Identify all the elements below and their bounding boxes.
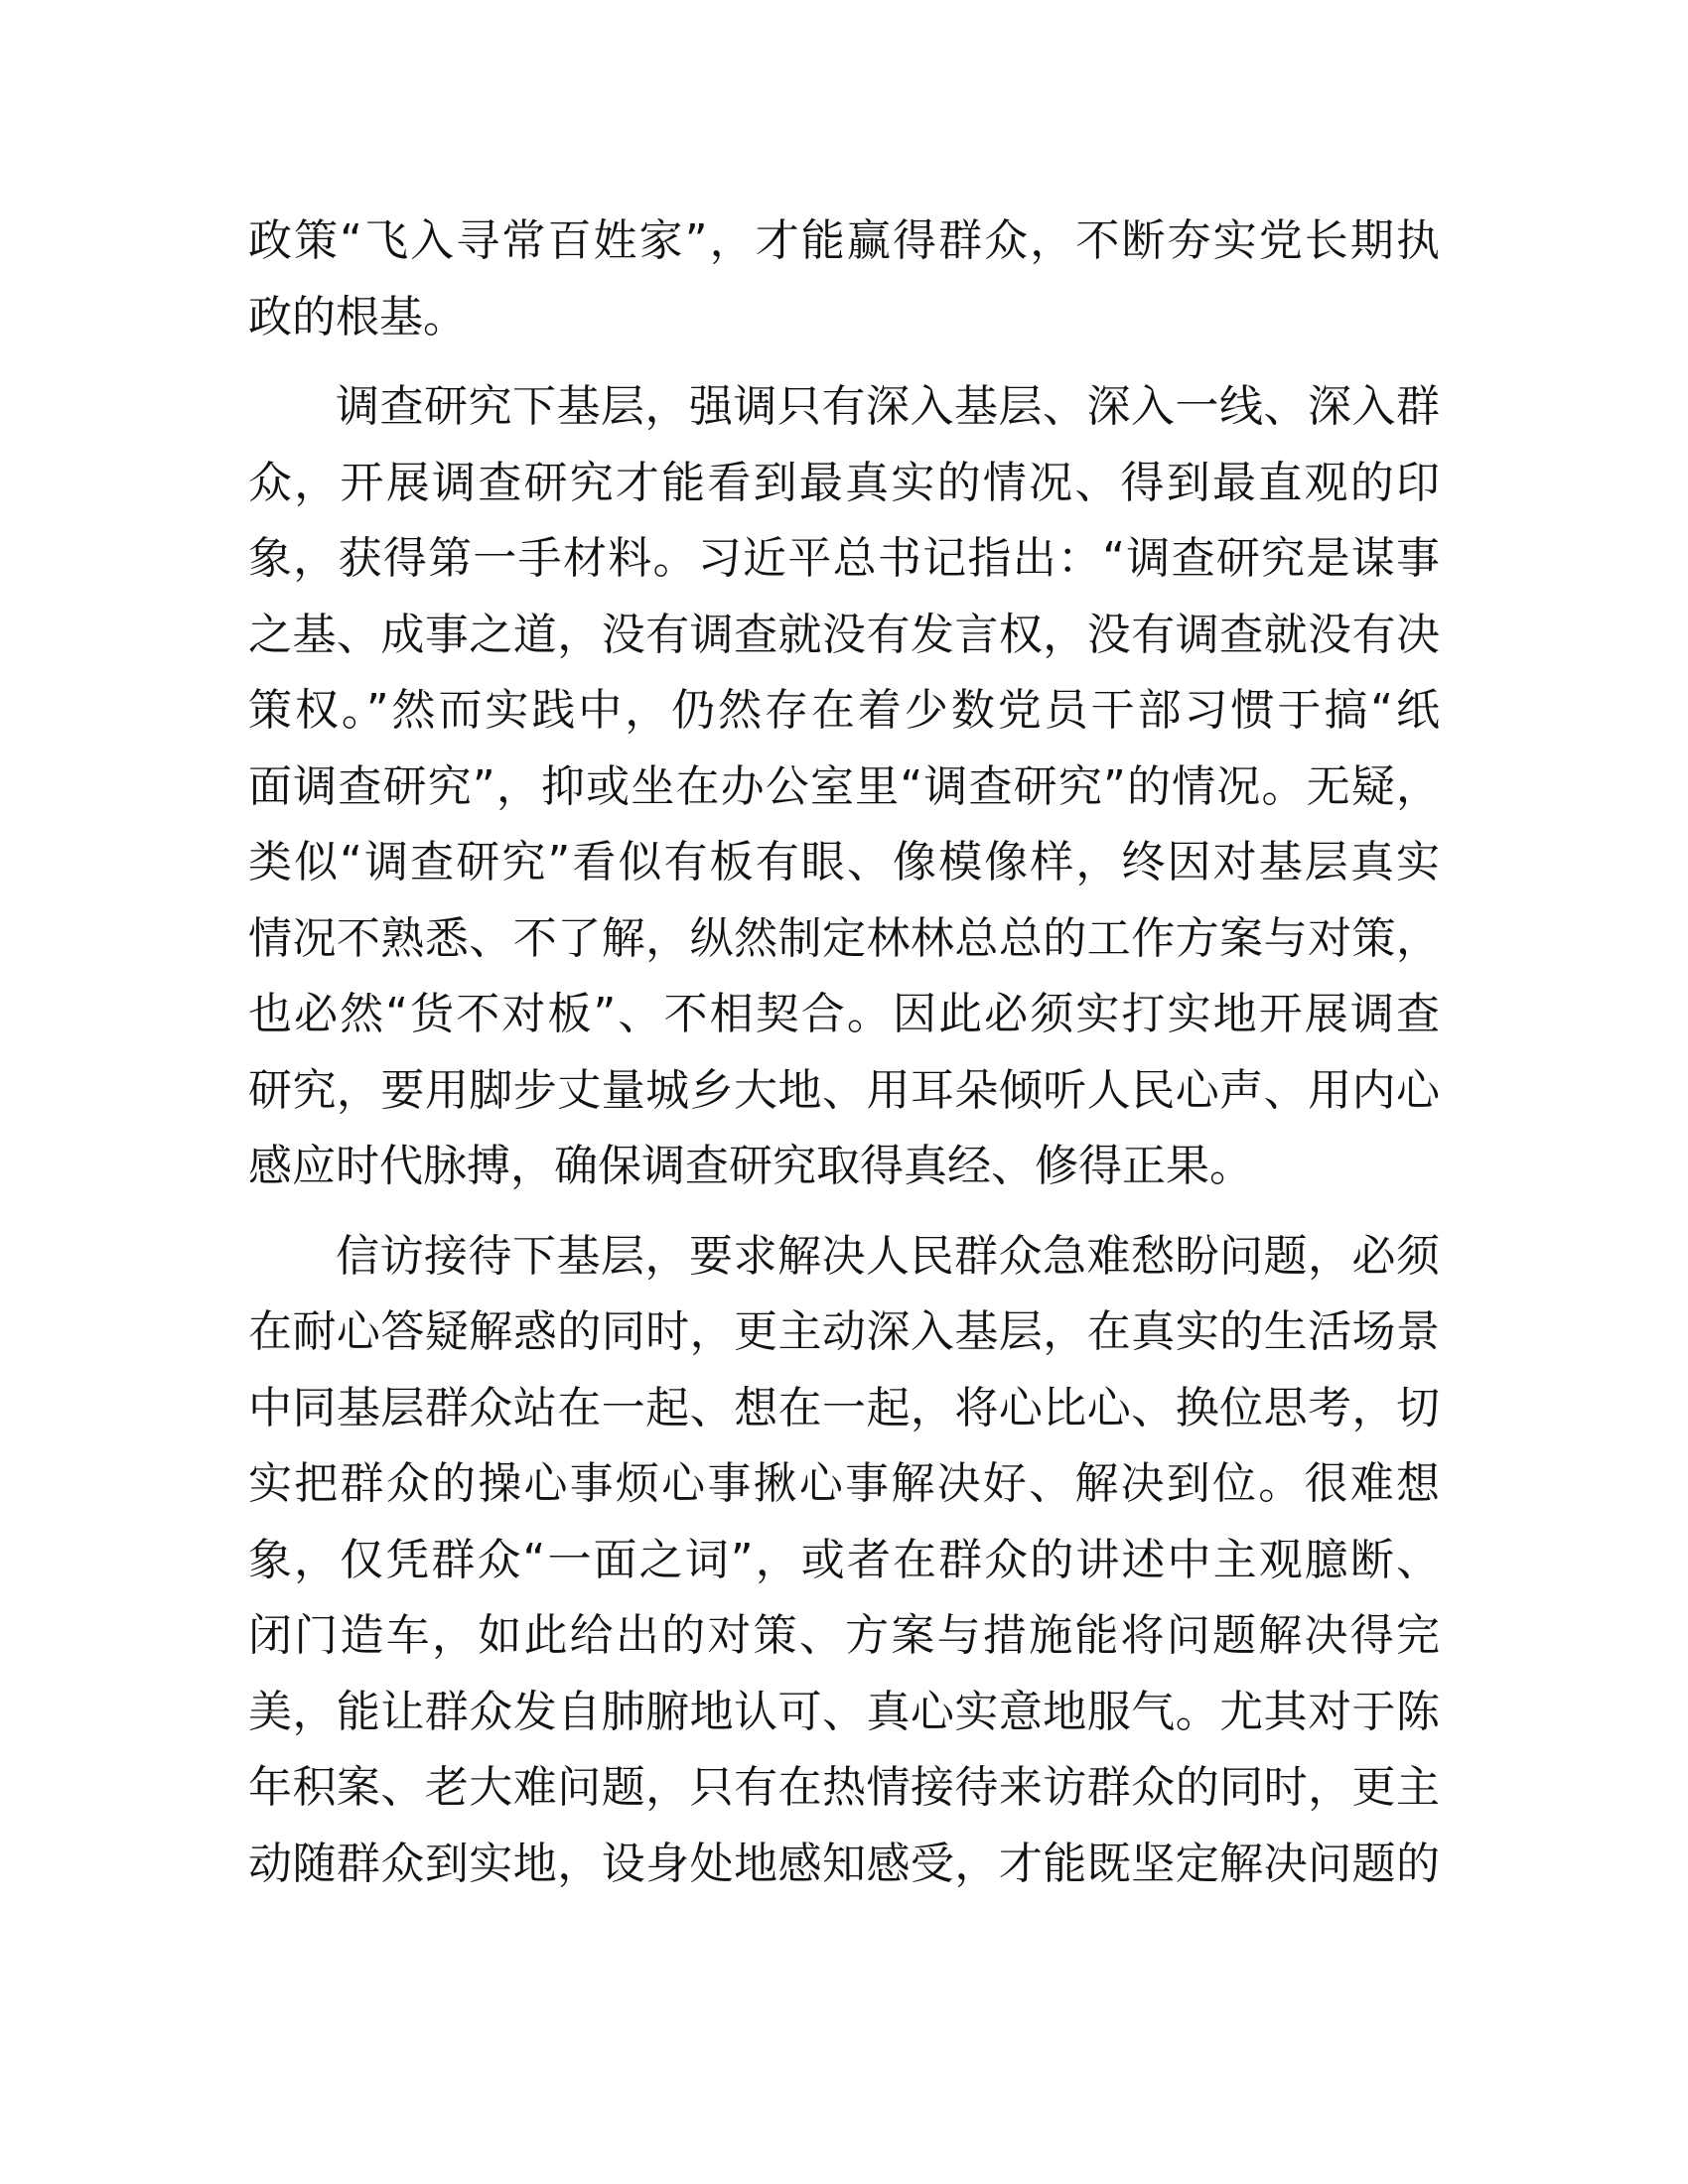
paragraph-3 <box>248 1219 1440 1903</box>
text-line: 动随群众到实地，设身处地感知感受，才能既坚定解决问题的 <box>248 1838 1440 1889</box>
text-line: 象，仅凭群众“一面之词”，或者在群众的讲述中主观臆断、 <box>248 1534 1440 1585</box>
text-line: 情况不熟悉、不了解，纵然制定林林总总的工作方案与对策， <box>248 912 1440 964</box>
text-line: 政策“飞入寻常百姓家”，才能赢得群众，不断夯实党长期执 <box>248 215 1440 266</box>
text-line: 策权。”然而实践中，仍然存在着少数党员干部习惯于搞“纸 <box>248 685 1440 736</box>
text-line: 面调查研究”，抑或坐在办公室里“调查研究”的情况。无疑， <box>248 760 1440 812</box>
text-line: 也必然“货不对板”、不相契合。因此必须实打实地开展调查 <box>248 989 1440 1039</box>
text-line: 年积案、老大难问题，只有在热情接待来访群众的同时，更主 <box>248 1762 1440 1813</box>
text-line: 类似“调查研究”看似有板有眼、像模像样，终因对基层真实 <box>248 837 1440 887</box>
text-line: 研究，要用脚步丈量城乡大地、用耳朵倾听人民心声、用内心 <box>248 1064 1440 1116</box>
text-line: 调查研究下基层，强调只有深入基层、深入一线、深入群 <box>336 381 1440 432</box>
text-line: 象，获得第一手材料。习近平总书记指出：“调查研究是谋事 <box>248 533 1440 584</box>
text-line: 之基、成事之道，没有调查就没有发言权，没有调查就没有决 <box>248 609 1440 660</box>
text-line: 众，开展调查研究才能看到最真实的情况、得到最直观的印 <box>248 457 1440 508</box>
text-line: 实把群众的操心事烦心事揪心事解决好、解决到位。很难想 <box>248 1458 1440 1509</box>
paragraph-2 <box>248 369 1440 1205</box>
text-line: 在耐心答疑解惑的同时，更主动深入基层，在真实的生活场景 <box>248 1306 1440 1357</box>
text-line: 感应时代脉搏，确保调查研究取得真经、修得正果。 <box>248 1141 1253 1191</box>
text-line: 信访接待下基层，要求解决人民群众急难愁盼问题，必须 <box>336 1230 1440 1282</box>
text-line: 闭门造车，如此给出的对策、方案与措施能将问题解决得完 <box>248 1610 1440 1661</box>
text-line: 政的根基。 <box>248 291 467 342</box>
document-body <box>248 204 1440 1902</box>
text-line: 中同基层群众站在一起、想在一起，将心比心、换位思考，切 <box>248 1382 1440 1433</box>
paragraph-1 <box>248 204 1440 355</box>
text-line: 美，能让群众发自肺腑地认可、真心实意地服气。尤其对于陈 <box>248 1686 1440 1737</box>
